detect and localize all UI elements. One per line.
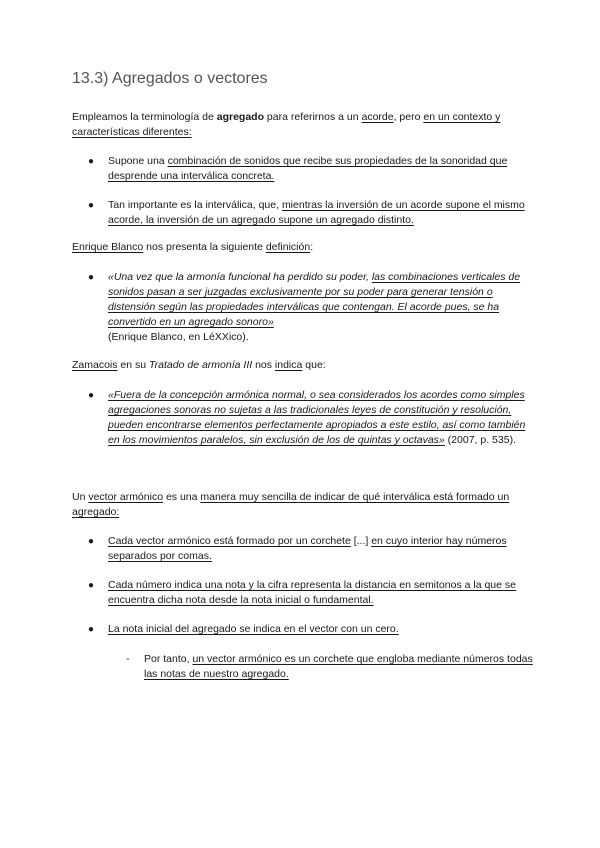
citation: (2007, p. 535).: [444, 434, 516, 446]
quote-text: «Una vez que la armonía funcional ha perdido su poder,: [108, 271, 372, 283]
bold-term: agregado: [216, 111, 265, 123]
sub-item: [144, 652, 534, 682]
underlined-term: acorde: [361, 111, 394, 123]
text: Supone una: [108, 155, 168, 167]
text: [...]: [350, 535, 372, 547]
bullet-item: [108, 622, 528, 637]
underlined-term: vector armónico: [88, 491, 164, 503]
bullet-item: [108, 578, 528, 608]
bullet-icon: ●: [88, 200, 95, 211]
quote-underlined: «Fuera de la concepción armónica normal, o sea considerados los acordes como simples agregaciones sonoras no sujetas a las tradicionales leyes de constitución y resolución, pueden encontrarse elementos perfectamente apropiados a este estilo, así como también en los movimientos paralelos, sin exclusión de los de quintas y octavas»: [108, 389, 526, 446]
text: , pero: [393, 111, 424, 123]
book-title: Tratado de armonía III: [149, 359, 253, 371]
underlined-phrase: La nota inicial del agregado se indica en el vector con un cero.: [108, 623, 399, 635]
underlined-phrase: en un contexto y características diferentes:: [72, 111, 501, 138]
quote-item: [108, 388, 528, 448]
underlined-term: definición: [265, 241, 311, 253]
underlined-phrase: un vector armónico es un corchete que engloba mediante números todas las notas de nuestro agregado.: [144, 653, 533, 680]
bullet-icon: ●: [88, 156, 95, 167]
underlined-phrase: mientras la inversión de un acorde supone el mismo acorde, la inversión de un agregado supone un agregado distinto.: [108, 199, 525, 226]
text: es una: [163, 491, 201, 503]
source-intro-paragraph: [72, 358, 532, 373]
text: en su: [117, 359, 150, 371]
bullet-icon: ●: [88, 272, 95, 283]
text: nos presenta la siguiente: [143, 241, 266, 253]
text: Empleamos la terminología de: [72, 111, 217, 123]
underlined-term: indica: [274, 359, 303, 371]
text: que:: [302, 359, 326, 371]
definition-paragraph: [72, 490, 532, 520]
quote-item: [108, 270, 528, 345]
citation: (Enrique Blanco, en LéXXico).: [108, 331, 249, 343]
underlined-phrase: Cada número indica una nota y la cifra representa la distancia en semitonos a la que se encuentra dicha nota desde la nota inicial o fundamental.: [108, 579, 516, 606]
bullet-item: [108, 198, 528, 228]
text: para referirnos a un: [264, 111, 362, 123]
author-name: Enrique Blanco: [72, 241, 144, 253]
text: Un: [72, 491, 89, 503]
bullet-item: [108, 534, 528, 564]
quote-underlined: las combinaciones verticales de sonidos pasan a ser juzgadas exclusivamente por su poder para generar tensión o distensión según las propiedades interválicas que contengan. El acorde pues, se ha convertido en un agregado sonoro»: [108, 271, 521, 328]
section-heading: 13.3) Agregados o vectores: [72, 70, 268, 87]
intro-paragraph: [72, 110, 532, 140]
text: Tan importante es la interválica, que,: [108, 199, 282, 211]
text: nos: [252, 359, 275, 371]
author-name: Zamacois: [72, 359, 118, 371]
bullet-icon: ●: [88, 390, 95, 401]
underlined-phrase: manera muy sencilla de indicar de qué interválica está formado un agregado:: [72, 491, 510, 518]
bullet-icon: ●: [88, 624, 95, 635]
bullet-icon: ●: [88, 536, 95, 547]
text: Por tanto,: [144, 653, 193, 665]
underlined-phrase: combinación de sonidos que recibe sus propiedades de la sonoridad que desprende una interválica concreta.: [108, 155, 508, 182]
source-intro-paragraph: [72, 240, 532, 255]
bullet-icon: ●: [88, 580, 95, 591]
bullet-item: [108, 154, 528, 184]
underlined-phrase: Cada vector armónico está formado por un corchete: [108, 535, 351, 547]
underlined-phrase: en cuyo interior hay números separados por comas.: [108, 535, 507, 562]
dash-icon: -: [126, 653, 130, 665]
text: :: [310, 241, 314, 253]
